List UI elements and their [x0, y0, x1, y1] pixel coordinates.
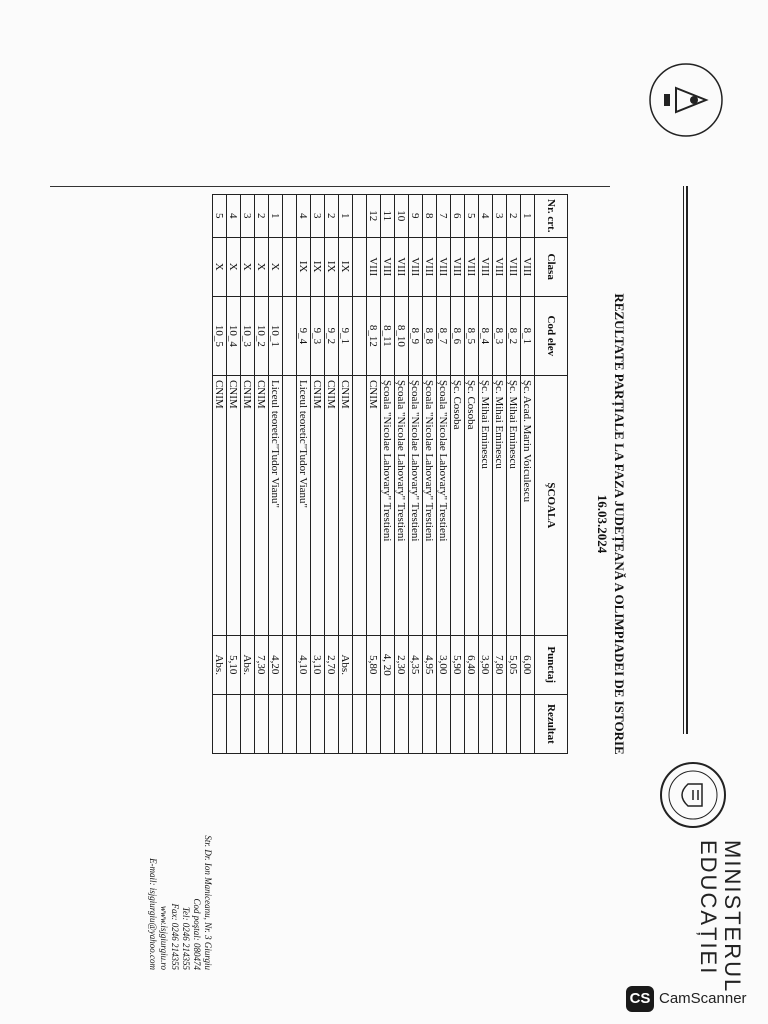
table-row	[507, 195, 521, 754]
cell-rezultat	[325, 694, 339, 753]
cell-clasa: X	[241, 237, 255, 296]
table-row	[423, 195, 437, 754]
cell-nr: 3	[241, 195, 255, 238]
cell-punctaj: 3,00	[437, 635, 451, 694]
cell-nr: 2	[325, 195, 339, 238]
header-clasa: Clasa	[535, 237, 568, 296]
cell-scoala: Şcoala "Nicolae Lahovary" Trestieni	[423, 375, 437, 635]
cell-cod: 8_5	[465, 296, 479, 375]
empty-cell	[353, 195, 367, 238]
empty-cell	[283, 694, 297, 753]
cell-nr: 8	[423, 195, 437, 238]
cell-nr: 1	[269, 195, 283, 238]
table-row	[465, 195, 479, 754]
cell-nr: 4	[227, 195, 241, 238]
cell-scoala: Şcoala "Nicolae Lahovary" Trestieni	[395, 375, 409, 635]
table-row	[395, 195, 409, 754]
cell-nr: 5	[465, 195, 479, 238]
table-row	[339, 195, 353, 754]
cell-nr: 6	[451, 195, 465, 238]
cell-punctaj: 7,30	[255, 635, 269, 694]
cell-rezultat	[297, 694, 311, 753]
cell-rezultat	[479, 694, 493, 753]
cell-scoala: CNIM	[325, 375, 339, 635]
cell-nr: 12	[367, 195, 381, 238]
isj-giurgiu-logo	[646, 60, 726, 140]
cell-cod: 8_8	[423, 296, 437, 375]
cell-scoala: Şcoala "Nicolae Lahovary" Trestieni	[381, 375, 395, 635]
cell-rezultat	[339, 694, 353, 753]
cell-clasa: IX	[297, 237, 311, 296]
cell-rezultat	[381, 694, 395, 753]
cell-punctaj: 5,90	[451, 635, 465, 694]
table-row	[409, 195, 423, 754]
ministry-line-1: MINISTERUL	[720, 840, 745, 994]
empty-cell	[283, 195, 297, 238]
cell-scoala: Liceul teoretic"Tudor Vianu"	[297, 375, 311, 635]
cell-nr: 5	[213, 195, 227, 238]
header-scoala: ŞCOALA	[535, 375, 568, 635]
cell-rezultat	[409, 694, 423, 753]
cell-nr: 10	[395, 195, 409, 238]
cell-scoala: CNIM	[227, 375, 241, 635]
cell-cod: 8_4	[479, 296, 493, 375]
cell-clasa: X	[213, 237, 227, 296]
cell-punctaj: 2,70	[325, 635, 339, 694]
empty-cell	[283, 375, 297, 635]
table-row	[227, 195, 241, 754]
cell-nr: 2	[507, 195, 521, 238]
table-row	[255, 195, 269, 754]
cell-cod: 8_3	[493, 296, 507, 375]
cell-nr: 4	[297, 195, 311, 238]
cell-punctaj: Abs.	[241, 635, 255, 694]
cell-scoala: Şc. Cosoba	[451, 375, 465, 635]
cell-punctaj: 5,80	[367, 635, 381, 694]
table-header-row	[535, 195, 568, 754]
cell-punctaj: 7,80	[493, 635, 507, 694]
cell-clasa: VIII	[395, 237, 409, 296]
cell-cod: 9_4	[297, 296, 311, 375]
cell-scoala: CNIM	[339, 375, 353, 635]
cell-rezultat	[311, 694, 325, 753]
ministry-line-2: EDUCAȚIEI	[696, 840, 721, 976]
table-row	[381, 195, 395, 754]
cell-nr: 3	[311, 195, 325, 238]
empty-cell	[283, 237, 297, 296]
cell-scoala: CNIM	[213, 375, 227, 635]
ministry-name	[696, 840, 744, 1000]
cell-rezultat	[451, 694, 465, 753]
table-row	[493, 195, 507, 754]
cell-clasa: VIII	[367, 237, 381, 296]
cell-scoala: Şc. Mihai Eminescu	[479, 375, 493, 635]
cell-rezultat	[227, 694, 241, 753]
empty-cell	[353, 375, 367, 635]
cell-clasa: VIII	[493, 237, 507, 296]
cell-cod: 9_3	[311, 296, 325, 375]
cell-scoala: CNIM	[311, 375, 325, 635]
cell-rezultat	[241, 694, 255, 753]
cell-rezultat	[213, 694, 227, 753]
spacer-row	[283, 195, 297, 754]
cell-punctaj: 3,10	[311, 635, 325, 694]
cell-clasa: VIII	[465, 237, 479, 296]
empty-cell	[283, 296, 297, 375]
table-row	[437, 195, 451, 754]
cell-clasa: VIII	[521, 237, 535, 296]
cell-cod: 8_6	[451, 296, 465, 375]
table-row	[297, 195, 311, 754]
cell-clasa: VIII	[479, 237, 493, 296]
cell-punctaj: 6,00	[521, 635, 535, 694]
header-rule	[686, 186, 688, 734]
camscanner-logo-icon: CS	[626, 986, 654, 1012]
cell-scoala: Liceul teoretic"Tudor Vianu"	[269, 375, 283, 635]
cell-nr: 9	[409, 195, 423, 238]
contact-address	[147, 740, 213, 970]
title-line-1: REZULTATE PARȚIALE LA FAZA JUDEȚEANĂ A OLIMPIADEI DE ISTORIE	[612, 293, 627, 755]
empty-cell	[353, 296, 367, 375]
ministry-crest-icon	[658, 760, 728, 830]
camscanner-label: CamScanner	[659, 990, 747, 1007]
cell-nr: 4	[479, 195, 493, 238]
cell-cod: 10_4	[227, 296, 241, 375]
cell-scoala: Şc. Mihai Eminescu	[507, 375, 521, 635]
cell-cod: 10_3	[241, 296, 255, 375]
table-row	[367, 195, 381, 754]
spacer-row	[353, 195, 367, 754]
cell-clasa: IX	[325, 237, 339, 296]
table-row	[325, 195, 339, 754]
camscanner-watermark	[626, 985, 768, 1015]
results-table	[212, 194, 568, 754]
cell-rezultat	[437, 694, 451, 753]
header-nr: Nr. crt.	[535, 195, 568, 238]
cell-clasa: IX	[311, 237, 325, 296]
cell-clasa: VIII	[409, 237, 423, 296]
header-rezultat: Rezultat	[535, 694, 568, 753]
cell-clasa: VIII	[451, 237, 465, 296]
left-margin-rule	[50, 186, 610, 187]
cell-cod: 9_2	[325, 296, 339, 375]
cell-nr: 11	[381, 195, 395, 238]
empty-cell	[353, 635, 367, 694]
cell-punctaj: 5,05	[507, 635, 521, 694]
cell-nr: 3	[493, 195, 507, 238]
cell-cod: 10_5	[213, 296, 227, 375]
address-postal: Cod poştal: 080474	[192, 898, 202, 970]
header-rule-thin	[683, 186, 684, 734]
cell-punctaj: 4,20	[269, 635, 283, 694]
cell-nr: 1	[521, 195, 535, 238]
cell-clasa: VIII	[437, 237, 451, 296]
cell-rezultat	[269, 694, 283, 753]
cell-rezultat	[507, 694, 521, 753]
cell-rezultat	[521, 694, 535, 753]
cell-cod: 8_9	[409, 296, 423, 375]
cell-clasa: VIII	[381, 237, 395, 296]
cell-punctaj: 4,10	[297, 635, 311, 694]
address-street: Str. Dr. Ion Maniceanu, Nr. 3 Giurgiu	[203, 835, 213, 970]
table-row	[521, 195, 535, 754]
cell-cod: 10_2	[255, 296, 269, 375]
cell-rezultat	[493, 694, 507, 753]
cell-cod: 8_11	[381, 296, 395, 375]
cell-rezultat	[465, 694, 479, 753]
cell-scoala: Şcoala "Nicolae Lahovary" Trestieni	[409, 375, 423, 635]
cell-cod: 10_1	[269, 296, 283, 375]
address-email: E-mail: isjgiurgiu@yahoo.com	[148, 858, 158, 970]
cell-clasa: VIII	[423, 237, 437, 296]
cell-cod: 8_2	[507, 296, 521, 375]
cell-cod: 8_12	[367, 296, 381, 375]
header-cod-elev: Cod elev	[535, 296, 568, 375]
cell-punctaj: 5,10	[227, 635, 241, 694]
cell-punctaj: 6,40	[465, 635, 479, 694]
cell-punctaj: 4, 20	[381, 635, 395, 694]
table-row	[241, 195, 255, 754]
cell-clasa: VIII	[507, 237, 521, 296]
cell-cod: 9_1	[339, 296, 353, 375]
title-date: 16.03.2024	[595, 494, 610, 554]
cell-scoala: Şc. Acad. Marin Voiculescu	[521, 375, 535, 635]
cell-rezultat	[367, 694, 381, 753]
cell-nr: 1	[339, 195, 353, 238]
cell-clasa: X	[227, 237, 241, 296]
table-row	[213, 195, 227, 754]
empty-cell	[283, 635, 297, 694]
results-table-body	[213, 195, 535, 754]
header-punctaj: Punctaj	[535, 635, 568, 694]
cell-cod: 8_7	[437, 296, 451, 375]
cell-nr: 2	[255, 195, 269, 238]
cell-clasa: X	[269, 237, 283, 296]
cell-scoala: CNIM	[241, 375, 255, 635]
cell-punctaj: 3,90	[479, 635, 493, 694]
table-row	[311, 195, 325, 754]
cell-rezultat	[423, 694, 437, 753]
cell-nr: 7	[437, 195, 451, 238]
cell-scoala: CNIM	[367, 375, 381, 635]
table-row	[479, 195, 493, 754]
cell-punctaj: 2,30	[395, 635, 409, 694]
empty-cell	[353, 694, 367, 753]
empty-cell	[353, 237, 367, 296]
address-tel: Tel: 0246 214355	[181, 906, 191, 970]
address-web: www.isjgiurgiu.ro	[159, 905, 169, 970]
cell-scoala: Şc. Mihai Eminescu	[493, 375, 507, 635]
document-title	[594, 244, 628, 804]
cell-scoala: Şc. Cosoba	[465, 375, 479, 635]
cell-cod: 8_1	[521, 296, 535, 375]
cell-clasa: IX	[339, 237, 353, 296]
cell-punctaj: 4,95	[423, 635, 437, 694]
table-row	[451, 195, 465, 754]
cell-punctaj: 4,35	[409, 635, 423, 694]
cell-scoala: Şcoala "Nicolae Lahovary" Trestieni	[437, 375, 451, 635]
cell-clasa: X	[255, 237, 269, 296]
cell-punctaj: Abs.	[213, 635, 227, 694]
cell-punctaj: Abs.	[339, 635, 353, 694]
address-fax: Fax: 0246 214355	[170, 903, 180, 970]
cell-rezultat	[255, 694, 269, 753]
cell-scoala: CNIM	[255, 375, 269, 635]
cell-rezultat	[395, 694, 409, 753]
cell-cod: 8_10	[395, 296, 409, 375]
table-row	[269, 195, 283, 754]
